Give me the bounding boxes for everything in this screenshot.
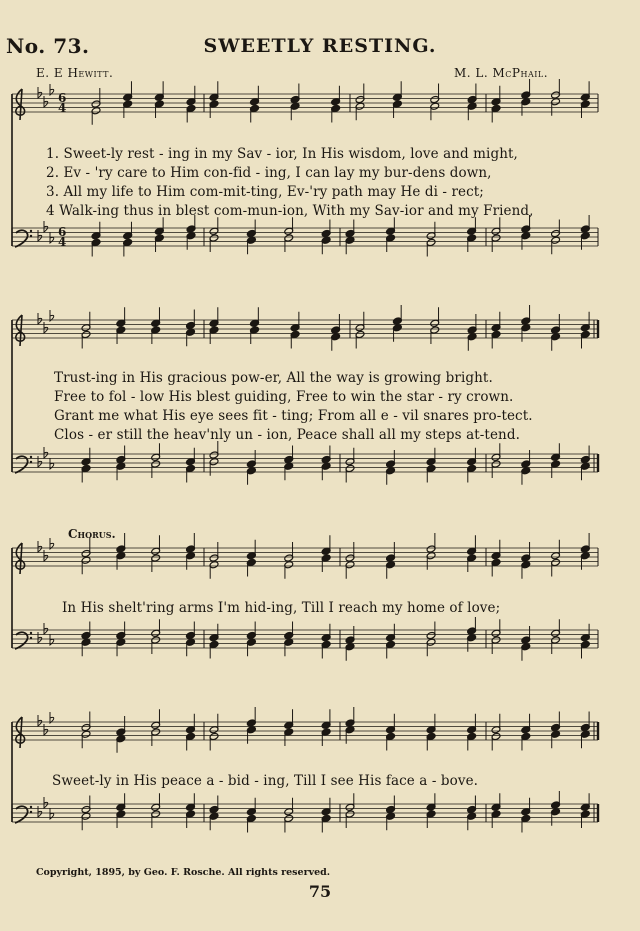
composer-credit: M. L. McPhail.: [454, 66, 549, 80]
verse-1-line-1: 1. Sweet-ly rest - ing in my Sav - ior, In His wisdom, love and might,: [46, 146, 518, 162]
time-signature-bottom: 4: [58, 235, 67, 249]
verse-4-line-2: Clos - er still the heav'nly un - ion, Peace shall all my steps at-tend.: [54, 427, 520, 443]
verse-2-line-2: Free to fol - low His blest guiding, Free to win the star - ry crown.: [54, 389, 514, 405]
flat-sign: [38, 456, 42, 467]
copyright-notice: Copyright, 1895, by Geo. F. Rosche. All rights reserved.: [36, 867, 331, 878]
verse-1-line-2: Trust-ing in His gracious pow-er, All the way is growing bright.: [54, 370, 493, 386]
bass-clef-dot: [30, 806, 32, 808]
flat-sign: [44, 797, 48, 808]
flat-sign: [38, 313, 42, 324]
flat-sign: [50, 310, 54, 321]
bass-clef-dot: [30, 811, 32, 813]
chorus-line-2: Sweet-ly in His peace a - bid - ing, Till I see His face a - bove.: [52, 773, 479, 789]
verse-3-line-2: Grant me what His eye sees fit - ting; From all e - vil snares pro-tect.: [54, 408, 533, 424]
hymn-title: SWEETLY RESTING.: [203, 35, 437, 57]
bass-clef-dot: [30, 632, 32, 634]
time-signature-top: 6: [58, 225, 67, 239]
time-signature-bottom: 4: [58, 101, 67, 115]
bass-clef-dot: [30, 461, 32, 463]
chorus-line-1: In His shelt'ring arms I'm hid-ing, Till I reach my home of love;: [62, 600, 501, 616]
page-number: 75: [308, 882, 332, 901]
verse-4-line-1: 4 Walk-ing thus in blest com-mun-ion, With my Sav-ior and my Friend,: [46, 203, 534, 219]
flat-sign: [38, 806, 42, 817]
chorus-label: Chorus.: [68, 527, 116, 541]
bass-clef-dot: [30, 230, 32, 232]
hymn-number: No. 73.: [6, 34, 90, 58]
bass-clef-dot: [30, 235, 32, 237]
flat-sign: [38, 541, 42, 552]
flat-sign: [50, 84, 54, 95]
flat-sign: [38, 632, 42, 643]
flat-sign: [44, 221, 48, 232]
flat-sign: [38, 230, 42, 241]
bass-clef-dot: [30, 456, 32, 458]
flat-sign: [38, 87, 42, 98]
verse-2-line-1: 2. Ev - 'ry care to Him con-fid - ing, I can lay my bur-dens down,: [46, 165, 492, 181]
flat-sign: [44, 322, 48, 333]
flat-sign: [44, 447, 48, 458]
flat-sign: [44, 623, 48, 634]
bass-clef-dot: [30, 637, 32, 639]
flat-sign: [38, 715, 42, 726]
author-credit: E. E Hewitt.: [36, 66, 114, 80]
flat-sign: [50, 712, 54, 723]
verse-3-line-1: 3. All my life to Him com-mit-ting, Ev-'ry path may He di - rect;: [46, 184, 484, 200]
flat-sign: [44, 96, 48, 107]
flat-sign: [44, 550, 48, 561]
flat-sign: [44, 724, 48, 735]
time-signature-top: 6: [58, 91, 67, 105]
flat-sign: [50, 538, 54, 549]
